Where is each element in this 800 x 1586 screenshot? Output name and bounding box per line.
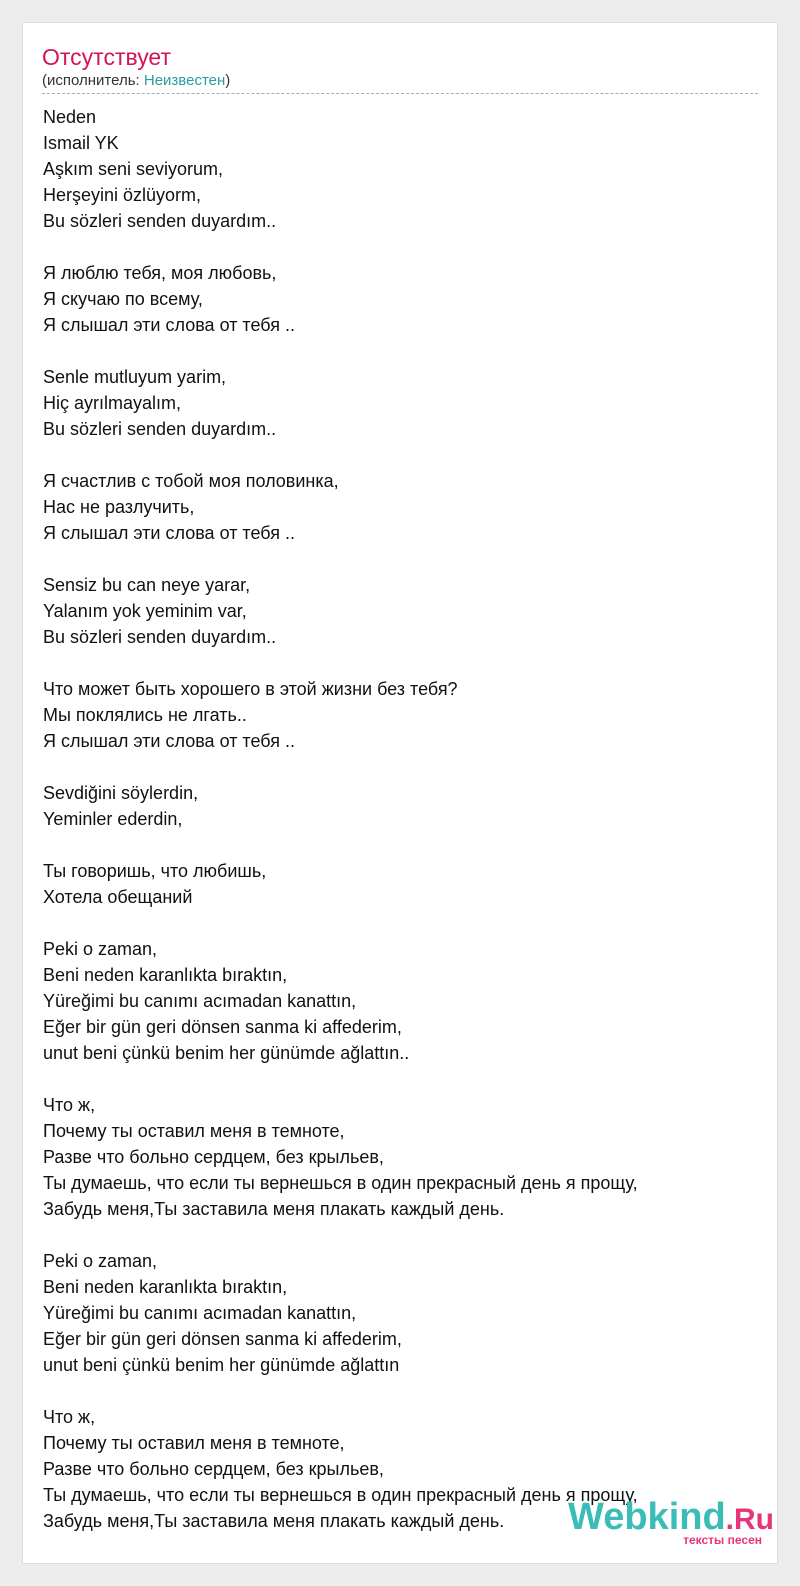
stanza-break — [43, 1378, 759, 1404]
lyric-line: Почему ты оставил меня в темноте, — [43, 1121, 345, 1141]
lyric-line: Ismail YK — [43, 133, 119, 153]
stanza-break — [43, 338, 759, 364]
lyric-line: Мы поклялись не лгать.. — [43, 705, 247, 725]
lyric-line: Senle mutluyum yarim, — [43, 367, 227, 387]
lyric-line: Bu sözleri senden duyardım.. — [43, 211, 277, 231]
site-logo[interactable] — [568, 1496, 774, 1547]
lyric-line: Я скучаю по всему, — [43, 289, 203, 309]
lyric-line: Ты говоришь, что любишь, — [43, 861, 267, 881]
lyric-line: Забудь меня,Ты заставила меня плакать каждый день. — [43, 1199, 505, 1219]
lyric-line: Sensiz bu can neye yarar, — [43, 575, 251, 595]
lyric-line: Yüreğimi bu canımı acımadan kanattın, — [43, 1303, 357, 1323]
lyric-line: Eğer bir gün geri dönsen sanma ki affederim, — [43, 1017, 402, 1037]
lyric-line: Почему ты оставил меня в темноте, — [43, 1433, 345, 1453]
lyric-line: Neden — [43, 107, 97, 127]
logo-domain: .Ru — [725, 1503, 774, 1536]
lyric-line: Нас не разлучить, — [43, 497, 195, 517]
lyric-line: Eğer bir gün geri dönsen sanma ki affederim, — [43, 1329, 402, 1349]
lyrics-text — [43, 104, 759, 1534]
lyric-line: Я слышал эти слова от тебя .. — [43, 315, 295, 335]
lyric-line: Sevdiğini söylerdin, — [43, 783, 199, 803]
lyric-line: Что ж, — [43, 1095, 96, 1115]
lyric-line: Hiç ayrılmayalım, — [43, 393, 182, 413]
lyric-line: Beni neden karanlıkta bıraktın, — [43, 1277, 288, 1297]
lyric-line: Bu sözleri senden duyardım.. — [43, 419, 277, 439]
lyric-line: Я счастлив с тобой моя половинка, — [43, 471, 339, 491]
lyric-line: Herşeyini özlüyorm, — [43, 185, 202, 205]
artist-link[interactable]: Неизвестен — [143, 72, 226, 89]
lyric-line: Bu sözleri senden duyardım.. — [43, 627, 277, 647]
lyric-line: unut beni çünkü benim her günümde ağlattın.. — [43, 1043, 410, 1063]
logo-word: Webkind — [568, 1496, 726, 1538]
lyric-line: Yalanım yok yeminim var, — [43, 601, 247, 621]
lyric-line: Peki o zaman, — [43, 939, 158, 959]
lyric-line: unut beni çünkü benim her günümde ağlattın — [43, 1355, 400, 1375]
stanza-break — [43, 832, 759, 858]
lyric-line: Yüreğimi bu canımı acımadan kanattın, — [43, 991, 357, 1011]
stanza-break — [43, 650, 759, 676]
lyric-line: Я слышал эти слова от тебя .. — [43, 731, 295, 751]
divider — [42, 93, 758, 94]
lyric-line: Забудь меня,Ты заставила меня плакать каждый день. — [43, 1511, 505, 1531]
logo-tagline: тексты песен — [683, 1533, 762, 1547]
artist-suffix: ) — [225, 72, 231, 89]
lyric-line: Разве что больно сердцем, без крыльев, — [43, 1147, 384, 1167]
artist-line — [42, 72, 230, 90]
stanza-break — [43, 234, 759, 260]
lyric-line: Beni neden karanlıkta bıraktın, — [43, 965, 288, 985]
stanza-break — [43, 442, 759, 468]
lyrics-card — [22, 22, 778, 1564]
lyric-line: Peki o zaman, — [43, 1251, 158, 1271]
lyric-line: Разве что больно сердцем, без крыльев, — [43, 1459, 384, 1479]
stanza-break — [43, 910, 759, 936]
lyric-line: Aşkım seni seviyorum, — [43, 159, 224, 179]
song-title: Отсутствует — [42, 44, 171, 70]
lyric-line: Ты думаешь, что если ты вернешься в один прекрасный день я прощу, — [43, 1485, 638, 1505]
stanza-break — [43, 1222, 759, 1248]
lyric-line: Ты думаешь, что если ты вернешься в один прекрасный день я прощу, — [43, 1173, 638, 1193]
stanza-break — [43, 754, 759, 780]
lyric-line: Я люблю тебя, моя любовь, — [43, 263, 277, 283]
lyric-line: Yeminler ederdin, — [43, 809, 183, 829]
lyric-line: Что может быть хорошего в этой жизни без тебя? — [43, 679, 458, 699]
stanza-break — [43, 1066, 759, 1092]
lyric-line: Я слышал эти слова от тебя .. — [43, 523, 295, 543]
lyric-line: Хотела обещаний — [43, 887, 193, 907]
stanza-break — [43, 546, 759, 572]
lyric-line: Что ж, — [43, 1407, 96, 1427]
artist-prefix: (исполнитель: — [42, 72, 144, 89]
